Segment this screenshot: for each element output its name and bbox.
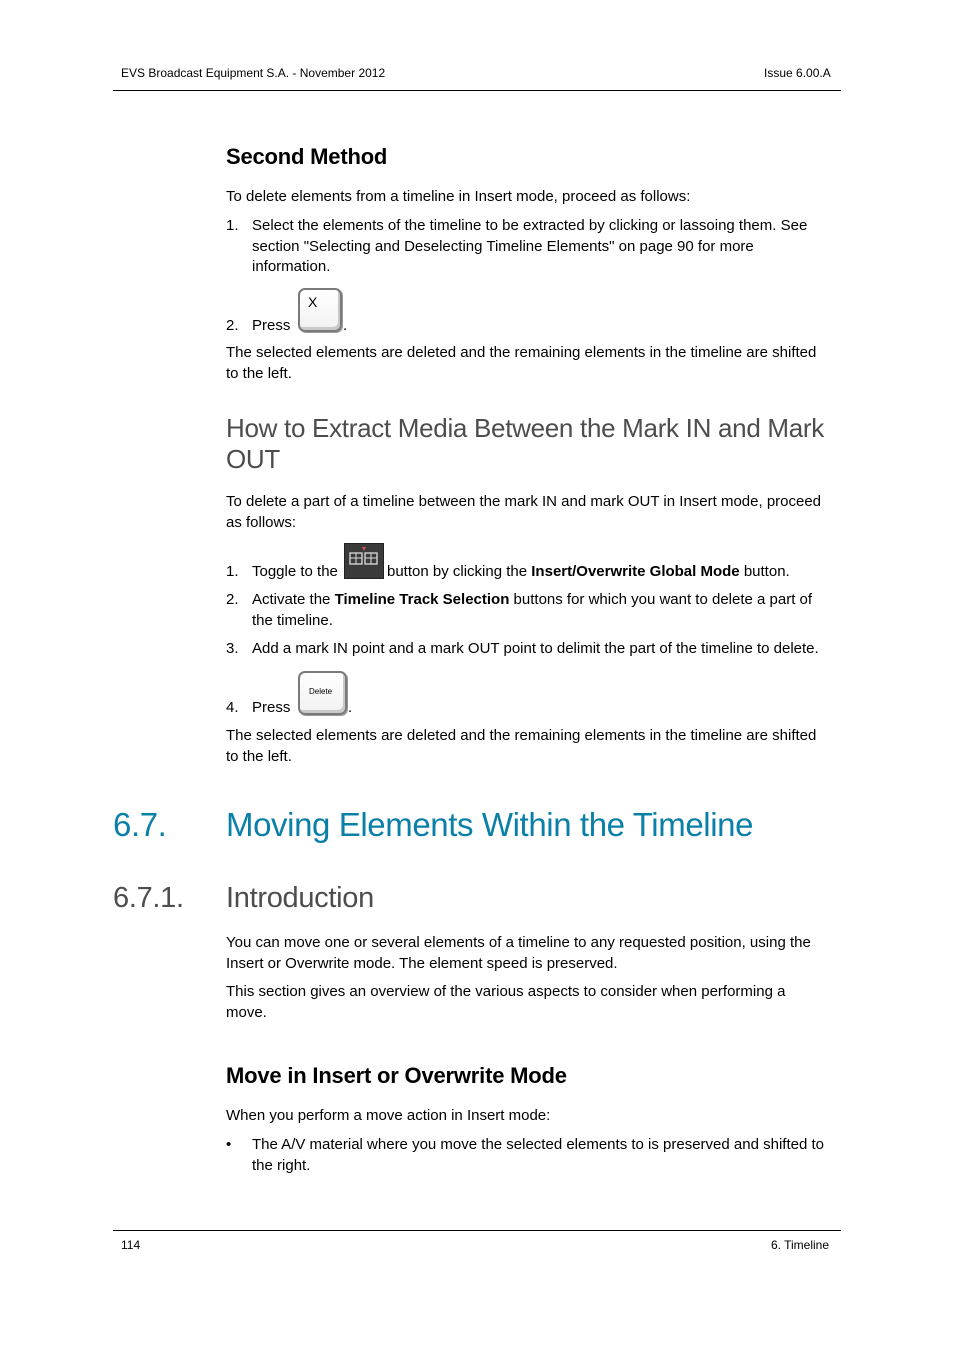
result-text: The selected elements are deleted and the remaining elements in the timeline are shifted to the left. bbox=[226, 344, 817, 382]
key-label: X bbox=[308, 294, 318, 310]
step-number: 2. bbox=[226, 317, 239, 334]
section-title: Moving Elements Within the Timeline bbox=[226, 806, 754, 843]
insert-mode-button-icon bbox=[344, 543, 384, 579]
move-mode-heading: Move in Insert or Overwrite Mode bbox=[226, 1063, 567, 1088]
step-number: 4. bbox=[226, 699, 239, 716]
step-text: Select the elements of the timeline to be extracted by clicking or lassoing them. See section "Selecting and Deselecting Timeline Elements" on page 90 for more information. bbox=[252, 217, 808, 275]
second-method-intro: To delete elements from a timeline in Insert mode, proceed as follows: bbox=[226, 188, 691, 205]
step-text: Activate the Timeline Track Selection buttons for which you want to delete a part of the timeline. bbox=[252, 591, 813, 629]
subsection-title: Introduction bbox=[226, 882, 374, 914]
step-text: button by clicking the Insert/Overwrite Global Mode button. bbox=[387, 563, 790, 580]
period: . bbox=[348, 699, 353, 716]
step-text: Add a mark IN point and a mark OUT point to delimit the part of the timeline to delete. bbox=[252, 640, 819, 657]
key-label: Delete bbox=[309, 687, 333, 696]
second-method-heading: Second Method bbox=[226, 144, 388, 169]
bullet: • bbox=[226, 1136, 232, 1153]
header-left: EVS Broadcast Equipment S.A. - November 2012 bbox=[121, 66, 386, 80]
result-text: The selected elements are deleted and the remaining elements in the timeline are shifted to the left. bbox=[226, 727, 817, 765]
step-number: 1. bbox=[226, 217, 239, 234]
step-number: 2. bbox=[226, 591, 239, 608]
step-text: Press bbox=[252, 317, 291, 334]
bullet-text: The A/V material where you move the selected elements to is preserved and shifted to the right. bbox=[252, 1136, 824, 1174]
step-text: Toggle to the bbox=[252, 563, 338, 580]
intro-paragraph: You can move one or several elements of a timeline to any requested position, using the Insert or Overwrite mode. The element speed is preserved. bbox=[226, 934, 811, 972]
footer-rule bbox=[113, 1230, 841, 1231]
extract-intro: To delete a part of a timeline between the mark IN and mark OUT in Insert mode, proceed as follows: bbox=[226, 493, 822, 531]
header-right: Issue 6.00.A bbox=[764, 66, 831, 80]
step-number: 1. bbox=[226, 563, 239, 580]
section-number: 6.7. bbox=[113, 806, 167, 843]
subsection-number: 6.7.1. bbox=[113, 882, 184, 914]
step-text: Press bbox=[252, 699, 291, 716]
intro-paragraph: This section gives an overview of the various aspects to consider when performing a move. bbox=[226, 983, 786, 1021]
header-rule bbox=[113, 90, 841, 91]
extract-heading: How to Extract Media Between the Mark IN and Mark OUT bbox=[226, 413, 824, 474]
step-number: 3. bbox=[226, 640, 239, 657]
delete-key-icon bbox=[298, 671, 347, 715]
film-strip-icon bbox=[345, 544, 383, 578]
footer-chapter: 6. Timeline bbox=[771, 1238, 830, 1252]
page-number: 114 bbox=[121, 1238, 141, 1252]
x-key-icon bbox=[298, 288, 342, 332]
move-mode-intro: When you perform a move action in Insert mode: bbox=[226, 1107, 551, 1124]
period: . bbox=[343, 317, 348, 334]
